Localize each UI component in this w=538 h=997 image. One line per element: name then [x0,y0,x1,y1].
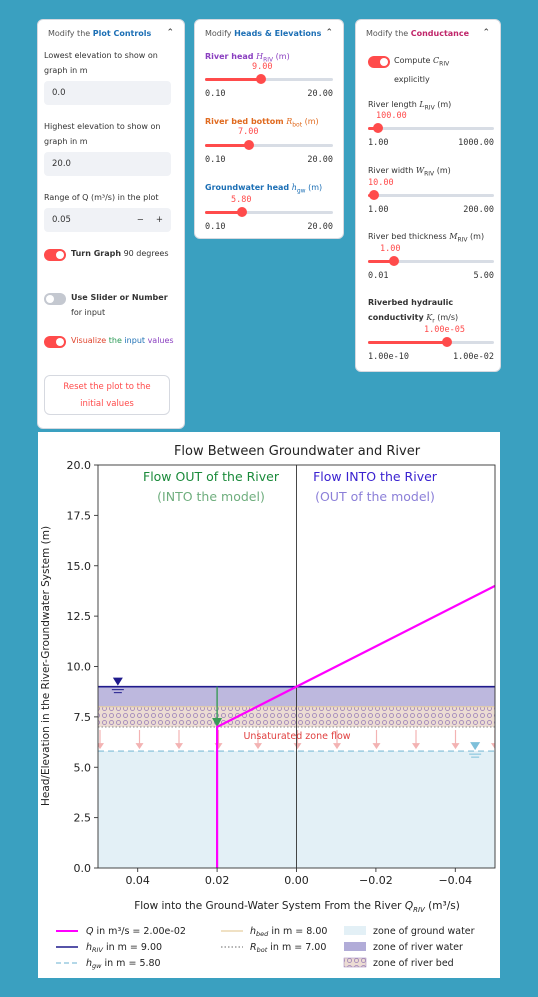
river-length-min: 1.00 [368,138,389,148]
y-tick-label: 12.5 [66,610,91,624]
y-tick-label: 7.5 [73,710,91,724]
use-slider-toggle[interactable] [44,293,66,305]
river-head-slider-handle[interactable] [256,74,266,84]
conductance-panel [355,19,501,372]
conductance-title-prefix: Modify the [366,28,411,38]
left-label-1: Flow OUT of the River [143,469,279,484]
groundwater-head-min: 0.10 [205,222,226,232]
legend [56,926,475,970]
unsaturated-arrow-head [294,743,302,749]
groundwater-level-triangle [470,742,480,750]
hydraulic-conductivity-min: 1.00e-10 [368,352,409,362]
lowest-elevation-label: Lowest elevation to show on graph in m [44,51,158,75]
plot-card [38,432,500,978]
visualize-input-toggle[interactable] [44,336,66,348]
conductance-panel-header[interactable] [356,20,500,46]
hydraulic-conductivity-label: Riverbed hydraulic conductivity $K_r$ (m/s) [368,298,459,325]
river-length-max: 1000.00 [458,138,494,148]
compute-criv-toggle[interactable] [368,56,390,68]
right-label-2: (OUT of the model) [315,489,435,504]
q-range-input[interactable] [44,208,171,232]
y-tick-label: 10.0 [66,660,91,674]
heads-panel-title: Heads & Elevations [234,28,322,38]
conductance-title: Conductance [410,28,470,38]
right-label-1: Flow INTO the River [313,469,437,484]
river-length-value: 100.00 [376,111,407,121]
x-tick-label: 0.04 [125,874,150,887]
river-head-min: 0.10 [205,89,226,99]
river-length-label: River length $L_{RIV}$ (m) [368,100,452,112]
river-bed-slider-handle[interactable] [244,140,254,150]
legend-river-zone: zone of river water [373,942,463,953]
riverbed-thickness-label: River bed thickness $M_{RIV}$ (m) [368,232,485,244]
unsaturated-arrow-head [412,743,420,749]
unsaturated-arrow-head [215,743,223,749]
river-length-slider-handle[interactable] [373,123,383,133]
river-bed-max: 20.00 [307,155,333,165]
river-width-label: River width $W_{RIV}$ (m) [368,166,451,178]
hydraulic-conductivity-value: 1.00e-05 [424,325,465,335]
river-bed-slider[interactable] [205,144,333,147]
plot-controls-panel [37,19,185,429]
chevron-up-icon[interactable]: ⌃ [482,28,490,38]
groundwater-head-slider[interactable] [205,211,333,214]
x-tick-label: 0.02 [204,874,230,887]
river-bed-min: 0.10 [205,155,226,165]
lowest-elevation-input[interactable]: 0.0 [44,81,171,105]
x-tick-label: 0.00 [284,874,309,887]
y-axis-ticks [67,459,99,875]
river-width-max: 200.00 [463,205,494,215]
y-axis-label: Head/Elevation in the River-Groundwater System (m) [40,525,52,807]
riverbed-thickness-max: 5.00 [473,271,494,281]
hydraulic-conductivity-max: 1.00e-02 [453,352,494,362]
groundwater-head-slider-handle[interactable] [237,207,247,217]
x-axis-label: Flow into the Ground-Water System From the River $Q_{RIV}$ (m³/s) [134,900,460,914]
turn-graph-toggle[interactable] [44,249,66,261]
legend-h-bed: $h_{bed}$ in m = 8.00 [250,926,328,938]
river-length-slider[interactable] [368,127,494,130]
x-tick-label: −0.04 [438,874,473,887]
legend-r-bot: $R_{bot}$ in m = 7.00 [250,942,327,954]
riverbed-thickness-slider[interactable] [368,260,494,263]
legend-riverbed-zone: zone of river bed [373,958,454,969]
plot-controls-header[interactable] [38,20,184,46]
legend-h-gw: $h_{gw}$ in m = 5.80 [86,958,161,970]
highest-elevation-label: Highest elevation to show on graph in m [44,122,161,146]
river-head-label: River head $H_{RIV}$ (m) [205,52,290,64]
river-head-max: 20.00 [307,89,333,99]
river-width-slider-handle[interactable] [369,190,379,200]
plot-controls-title-prefix: Modify the [48,28,93,38]
q-range-label: Range of Q (m³/s) in the plot [44,193,159,202]
unsaturated-arrow-head [96,743,104,749]
river-bed-label: River bed bottom $R_{bot}$ (m) [205,117,319,129]
groundwater-head-label: Groundwater head $h_{gw}$ (m) [205,183,323,195]
plot-controls-title: Plot Controls [92,28,152,38]
hydraulic-conductivity-slider[interactable] [368,341,494,344]
y-tick-label: 0.0 [73,862,91,875]
highest-elevation-input[interactable]: 20.0 [44,152,171,176]
heads-elevations-panel [194,19,344,239]
x-axis-ticks [125,868,472,887]
q-range-value: 0.05 [52,215,71,225]
y-tick-label: 5.0 [73,761,91,775]
chart-title: Flow Between Groundwater and River [173,444,421,459]
compute-criv-label: Compute $C_{RIV}$ explicitly [394,56,450,84]
chevron-up-icon[interactable]: ⌃ [166,28,174,38]
use-slider-label: Use Slider or Number for input [71,293,168,317]
unsaturated-arrow-head [254,743,262,749]
unsaturated-arrow-head [373,743,381,749]
legend-q: Q in m³/s = 2.00e-02 [86,926,186,937]
reset-plot-button[interactable]: Reset the plot to the initial values [44,375,170,415]
increment-button[interactable]: + [155,215,163,225]
legend-gw-zone: zone of ground water [373,926,475,937]
left-label-2: (INTO the model) [157,489,265,504]
q-range-stepper [137,215,163,225]
unsaturated-arrow-head [136,743,144,749]
heads-panel-title-prefix: Modify [205,28,235,38]
riverbed-thickness-value: 1.00 [380,244,401,254]
river-head-value: 9.00 [252,62,273,72]
decrement-button[interactable]: − [136,215,144,225]
legend-h-riv: $h_{RIV}$ in m = 9.00 [86,942,163,954]
unsaturated-arrow-head [452,743,460,749]
y-tick-label: 20.0 [66,459,91,472]
riverbed-thickness-min: 0.01 [368,271,389,281]
y-tick-label: 17.5 [66,509,91,523]
river-level-triangle [113,678,123,686]
river-width-slider[interactable] [368,194,494,197]
unsaturated-zone-label: Unsaturated zone flow [243,730,351,742]
river-bed-value: 7.00 [238,127,259,137]
river-width-min: 1.00 [368,205,389,215]
flow-chart [38,432,500,978]
x-tick-label: −0.02 [359,874,393,887]
heads-panel-header[interactable] [195,20,343,46]
chevron-up-icon[interactable]: ⌃ [325,28,333,38]
groundwater-head-value: 5.80 [231,195,252,205]
y-tick-label: 2.5 [73,811,91,825]
river-head-slider[interactable] [205,78,333,81]
hydraulic-conductivity-slider-handle[interactable] [442,337,452,347]
unsaturated-arrow-head [175,743,183,749]
visualize-input-label: Visualize the input values [71,336,174,345]
y-tick-label: 15.0 [66,559,91,573]
river-width-value: 10.00 [368,178,394,188]
groundwater-head-max: 20.00 [307,222,333,232]
riverbed-thickness-slider-handle[interactable] [389,256,399,266]
turn-graph-label: Turn Graph 90 degrees [71,249,169,258]
unsaturated-arrow-head [333,743,341,749]
